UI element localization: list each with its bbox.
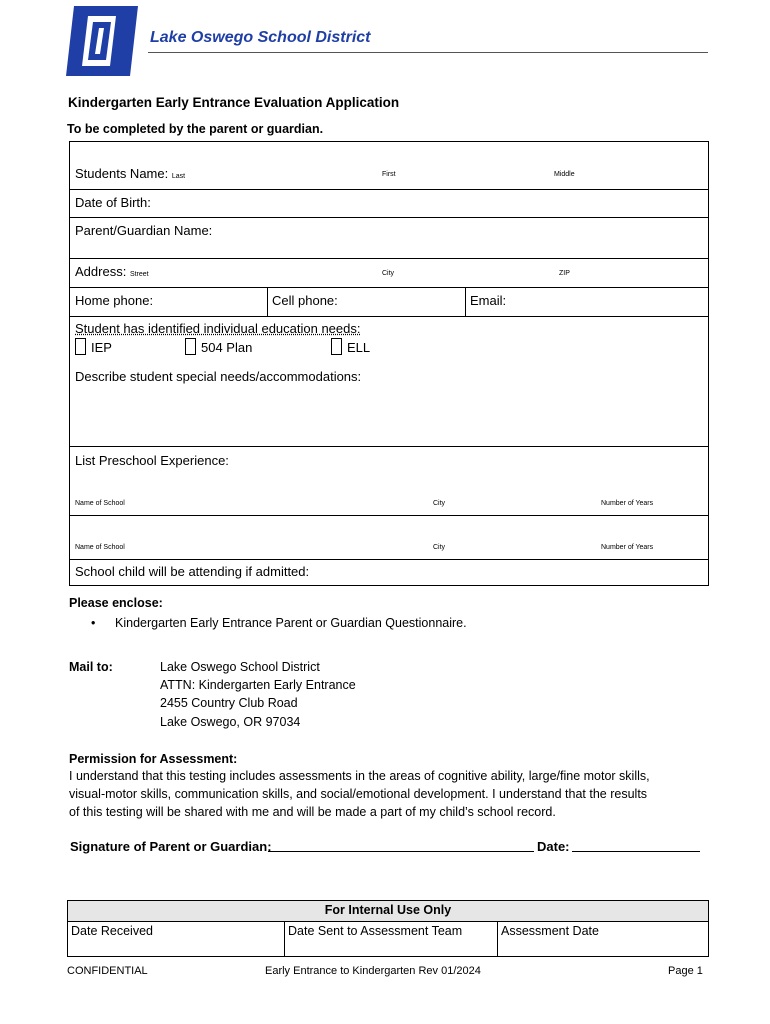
enclose-heading: Please enclose: [69,596,163,610]
form-divider [69,258,709,259]
permission-text: I understand that this testing includes assessments in the areas of cognitive ability, large/fine motor skills, [69,769,650,783]
form-divider [69,316,709,317]
district-logo [66,6,138,76]
permission-heading: Permission for Assessment: [69,752,238,766]
attending-school-field[interactable]: School child will be attending if admitted: [75,564,310,579]
signature-line[interactable] [268,851,534,852]
school-city-label: City [433,500,446,507]
form-divider [267,287,268,316]
school-name-label: Name of School [75,500,125,507]
zip-label: ZIP [559,270,570,277]
header-divider [148,52,708,53]
form-divider [69,559,709,560]
signature-label: Signature of Parent or Guardian: [70,839,272,854]
permission-text: visual-motor skills, communication skills, and social/emotional development. I understand that the results [69,787,648,801]
page-title: Kindergarten Early Entrance Evaluation Application [68,95,400,110]
school-name-label: Name of School [75,544,125,551]
ell-label: ELL [347,340,371,355]
bullet-icon: • [91,616,96,630]
page-subtitle: To be completed by the parent or guardian. [67,122,324,136]
504-plan-label: 504 Plan [201,340,253,355]
district-name: Lake Oswego School District [150,29,371,46]
years-label: Number of Years [601,500,654,507]
mail-address-line: Lake Oswego School District [160,660,320,674]
school-city-label: City [433,544,446,551]
home-phone-field[interactable]: Home phone: [75,293,154,308]
special-needs-field[interactable]: Describe student special needs/accommodations: [75,369,362,384]
dob-field[interactable]: Date of Birth: [75,195,151,210]
years-label: Number of Years [601,544,654,551]
ell-checkbox[interactable] [331,338,342,355]
preschool-label: List Preschool Experience: [75,453,229,468]
internal-use-table [67,900,709,957]
504-plan-checkbox[interactable] [185,338,196,355]
guardian-name-field[interactable]: Parent/Guardian Name: [75,223,213,238]
middle-name-label: Middle [554,171,575,178]
address-label: Address: [75,264,127,279]
page-number: Page 1 [668,965,703,977]
iep-checkbox[interactable] [75,338,86,355]
form-divider [69,287,709,288]
cell-phone-field[interactable]: Cell phone: [272,293,338,308]
first-name-label: First [382,171,396,178]
footer-revision: Early Entrance to Kindergarten Rev 01/2024 [265,965,481,977]
date-received-cell[interactable]: Date Received [68,922,285,957]
street-label: Street [129,271,149,278]
mail-address-line: ATTN: Kindergarten Early Entrance [160,678,356,692]
enclose-item: Kindergarten Early Entrance Parent or Guardian Questionnaire. [115,616,467,630]
email-field[interactable]: Email: [470,293,507,308]
needs-label: Student has identified individual education needs: [75,321,361,336]
date-line[interactable] [572,851,700,852]
iep-label: IEP [91,340,112,355]
form-divider [69,446,709,447]
permission-text: of this testing will be shared with me and will be made a part of my child’s school record. [69,805,556,819]
application-form [69,141,709,586]
date-sent-cell[interactable]: Date Sent to Assessment Team [285,922,498,957]
form-divider [69,189,709,190]
student-name-label: Students Name: [75,166,169,181]
last-name-label: Last [171,173,186,180]
student-name-field[interactable] [75,166,185,181]
mail-address-line: 2455 Country Club Road [160,696,298,710]
footer-confidential: CONFIDENTIAL [67,965,148,977]
address-field[interactable] [75,264,149,279]
form-divider [69,515,709,516]
mail-address-line: Lake Oswego, OR 97034 [160,715,301,729]
assessment-date-cell[interactable]: Assessment Date [498,922,709,957]
internal-use-heading: For Internal Use Only [68,901,709,922]
form-divider [69,217,709,218]
form-divider [465,287,466,316]
date-label: Date: [537,839,570,854]
city-label: City [382,270,395,277]
mail-label: Mail to: [69,660,113,674]
